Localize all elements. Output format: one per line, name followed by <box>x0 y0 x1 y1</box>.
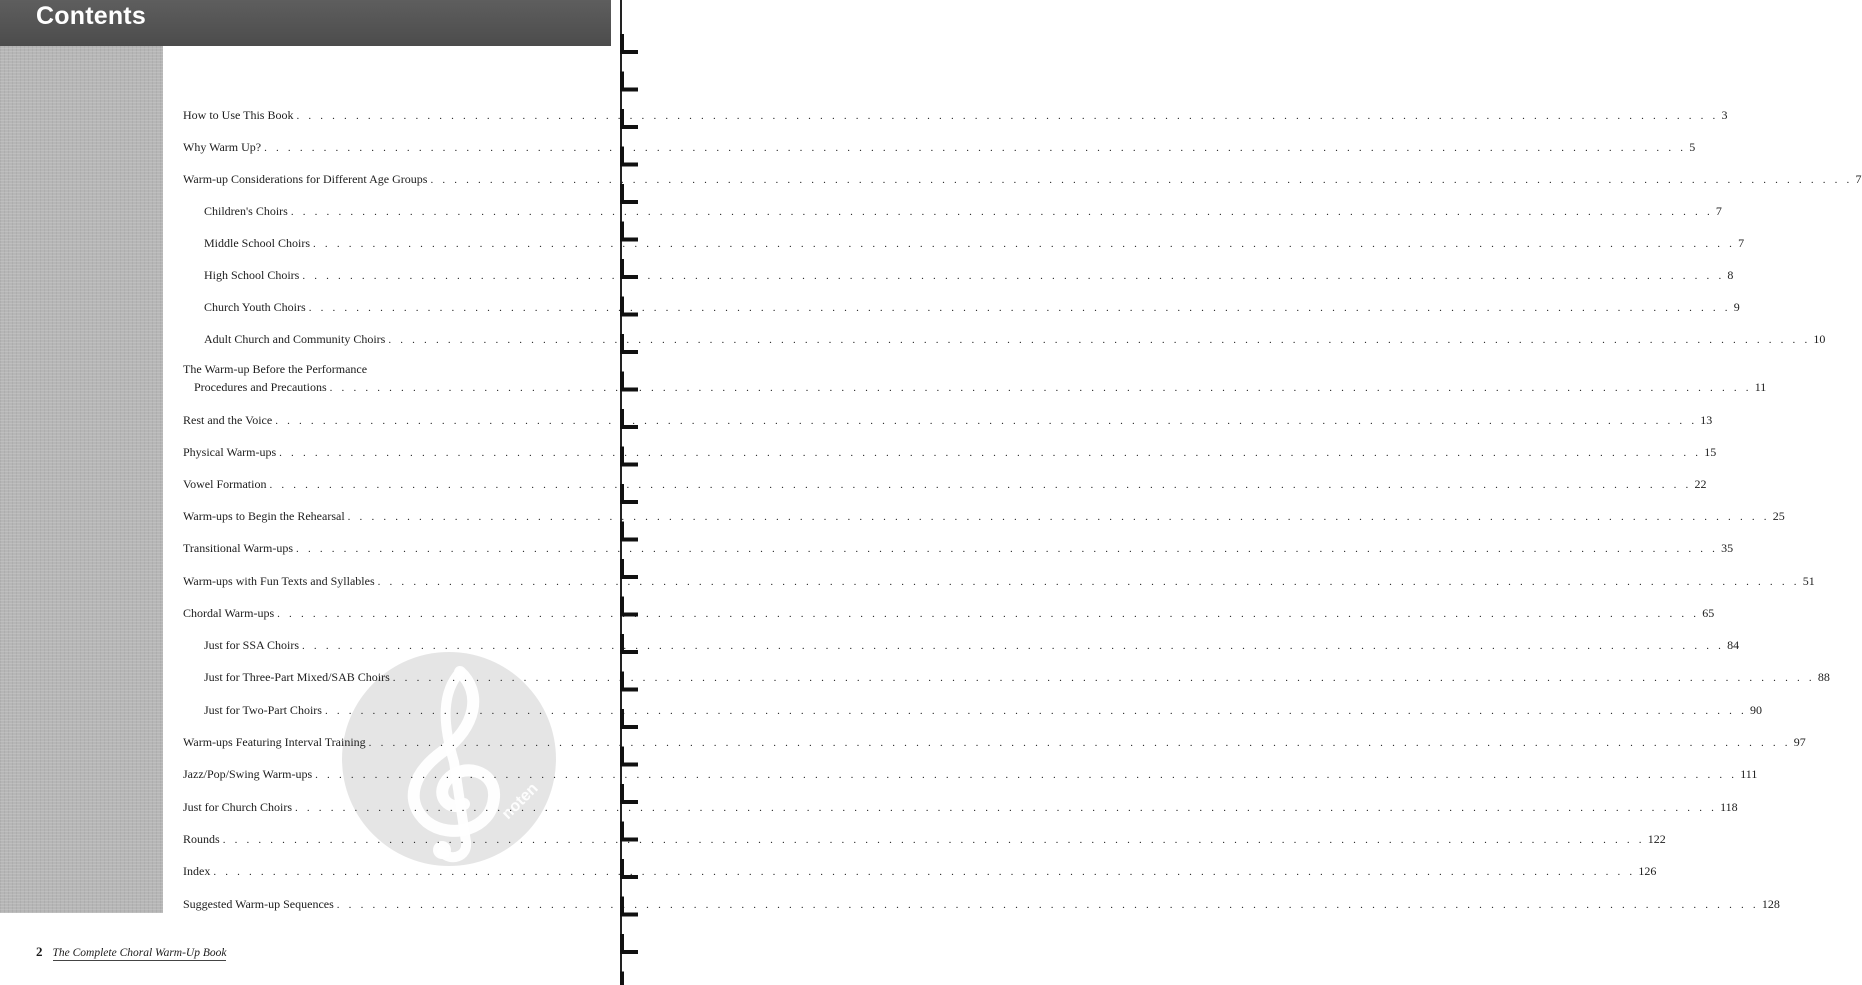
toc-entry-title: Physical Warm-ups <box>183 445 277 459</box>
spiral-ring <box>622 784 638 802</box>
spiral-ring <box>622 747 638 765</box>
toc-page-number: 10 <box>1813 332 1826 346</box>
toc-entry-title: Church Youth Choirs <box>204 300 306 314</box>
spiral-ring <box>622 859 638 877</box>
toc-page-number: 128 <box>1761 897 1780 911</box>
dot-leader: . . . . . . . . . . . . . . . . . . . . . . . . . . . . . . . . . . . . . . . . . . . . . . . . . . . . . . . . . . . . . . . . . . . . . . . . . . . . . . . . . . . . . . . . . . . . . . . . . . . . . . . . . . . . . . . . . . . . . . . . <box>296 110 1719 122</box>
dot-leader: . . . . . . . . . . . . . . . . . . . . . . . . . . . . . . . . . . . . . . . . . . . . . . . . . . . . . . . . . . . . . . . . . . . . . . . . . . . . . . . . . . . . . . . . . . . . . . . . . . . . . . . . . . . . . . . . . . . . . . . . <box>290 206 1713 218</box>
dot-leader: . . . . . . . . . . . . . . . . . . . . . . . . . . . . . . . . . . . . . . . . . . . . . . . . . . . . . . . . . . . . . . . . . . . . . . . . . . . . . . . . . . . . . . . . . . . . . . . . . . . . . . . . . . . . . . . . . . . . . . . . <box>308 302 1731 314</box>
dot-leader: . . . . . . . . . . . . . . . . . . . . . . . . . . . . . . . . . . . . . . . . . . . . . . . . . . . . . . . . . . . . . . . . . . . . . . . . . . . . . . . . . . . . . . . . . . . . . . . . . . . . . . . . . . . . . . . . . . . . . . . . <box>329 382 1752 394</box>
footer-book-title: The Complete Choral Warm-Up Book <box>52 947 227 959</box>
toc-entry-title: Chordal Warm-ups <box>183 606 275 620</box>
dot-leader: . . . . . . . . . . . . . . . . . . . . . . . . . . . . . . . . . . . . . . . . . . . . . . . . . . . . . . . . . . . . . . . . . . . . . . . . . . . . . . . . . . . . . . . . . . . . . . . . . . . . . . . . . . . . . . . . . . . . . . . . <box>315 769 1738 781</box>
toc-entry-title: Middle School Choirs <box>204 236 311 250</box>
toc-entry <box>194 380 1767 398</box>
watermark-text: noten <box>498 780 542 823</box>
toc-page-number: 15 <box>1704 445 1717 459</box>
spiral-ring <box>622 597 638 615</box>
spiral-binding <box>618 0 640 985</box>
toc-entry-title: Transitional Warm-ups <box>183 541 294 555</box>
toc-entry-title: Vowel Formation <box>183 477 267 491</box>
toc-entry-title: Just for SSA Choirs <box>204 638 300 652</box>
dot-leader: . . . . . . . . . . . . . . . . . . . . . . . . . . . . . . . . . . . . . . . . . . . . . . . . . . . . . . . . . . . . . . . . . . . . . . . . . . . . . . . . . . . . . . . . . . . . . . . . . . . . . . . . . . . . . . . . . . . . . . . . <box>222 834 1645 846</box>
toc-entry-title: The Warm-up Before the Performance <box>183 362 368 376</box>
spiral-ring <box>622 372 638 390</box>
spiral-ring <box>622 297 638 315</box>
toc-entry-title-line2: Procedures and Precautions <box>194 380 327 394</box>
toc-page-number: 7 <box>1738 236 1745 250</box>
dot-leader: . . . . . . . . . . . . . . . . . . . . . . . . . . . . . . . . . . . . . . . . . . . . . . . . . . . . . . . . . . . . . . . . . . . . . . . . . . . . . . . . . . . . . . . . . . . . . . . . . . . . . . . . . . . . . . . . . . . . . . . . <box>264 142 1687 154</box>
toc-entry <box>183 800 1738 818</box>
toc-entry-title: Warm-ups Featuring Interval Training <box>183 735 366 749</box>
spiral-ring <box>622 559 638 577</box>
toc-entry-title: Warm-ups with Fun Texts and Syllables <box>183 574 375 588</box>
toc-entry-title: Index <box>183 864 211 878</box>
toc-page-number: 88 <box>1817 670 1830 684</box>
spiral-ring <box>622 447 638 465</box>
toc-page-number: 122 <box>1647 832 1666 846</box>
toc-page-number: 25 <box>1772 509 1785 523</box>
toc-page-number: 126 <box>1638 864 1657 878</box>
toc-entry <box>183 864 1657 882</box>
toc-entry-title: How to Use This Book <box>183 108 294 122</box>
dot-leader: . . . . . . . . . . . . . . . . . . . . . . . . . . . . . . . . . . . . . . . . . . . . . . . . . . . . . . . . . . . . . . . . . . . . . . . . . . . . . . . . . . . . . . . . . . . . . . . . . . . . . . . . . . . . . . . . . . . . . . . . <box>277 608 1700 620</box>
toc-page-number: 13 <box>1700 413 1713 427</box>
toc-page-number: 111 <box>1740 767 1758 781</box>
toc-entry-title: Why Warm Up? <box>183 140 262 154</box>
dot-leader: . . . . . . . . . . . . . . . . . . . . . . . . . . . . . . . . . . . . . . . . . . . . . . . . . . . . . . . . . . . . . . . . . . . . . . . . . . . . . . . . . . . . . . . . . . . . . . . . . . . . . . . . . . . . . . . . . . . . . . . . <box>347 511 1770 523</box>
toc-entry <box>183 413 1713 431</box>
toc-entry <box>183 172 1862 190</box>
toc-page-number: 65 <box>1702 606 1715 620</box>
dot-leader: . . . . . . . . . . . . . . . . . . . . . . . . . . . . . . . . . . . . . . . . . . . . . . . . . . . . . . . . . . . . . . . . . . . . . . . . . . . . . . . . . . . . . . . . . . . . . . . . . . . . . . . . . . . . . . . . . . . . . . . . <box>302 640 1725 652</box>
toc-entry <box>183 477 1707 495</box>
toc-page-number: 5 <box>1689 140 1696 154</box>
toc-entry-title: Warm-up Considerations for Different Age Groups <box>183 172 428 186</box>
toc-entry-title: Just for Three-Part Mixed/SAB Choirs <box>204 670 390 684</box>
spiral-ring <box>622 672 638 690</box>
page-title: Contents <box>36 2 146 30</box>
toc-entry <box>183 574 1815 592</box>
dot-leader: . . . . . . . . . . . . . . . . . . . . . . . . . . . . . . . . . . . . . . . . . . . . . . . . . . . . . . . . . . . . . . . . . . . . . . . . . . . . . . . . . . . . . . . . . . . . . . . . . . . . . . . . . . . . . . . . . . . . . . . . <box>324 705 1747 717</box>
toc-entry <box>183 509 1785 527</box>
spiral-ring <box>622 709 638 727</box>
toc-entry <box>204 300 1740 318</box>
spiral-ring <box>622 934 638 952</box>
toc-entry <box>204 236 1745 254</box>
spiral-ring <box>622 897 638 915</box>
toc-entry-title: High School Choirs <box>204 268 300 282</box>
toc-entry-title: Children's Choirs <box>204 204 288 218</box>
toc-entry-title: Just for Church Choirs <box>183 800 292 814</box>
dot-leader: . . . . . . . . . . . . . . . . . . . . . . . . . . . . . . . . . . . . . . . . . . . . . . . . . . . . . . . . . . . . . . . . . . . . . . . . . . . . . . . . . . . . . . . . . . . . . . . . . . . . . . . . . . . . . . . . . . . . . . . . <box>392 672 1815 684</box>
dot-leader: . . . . . . . . . . . . . . . . . . . . . . . . . . . . . . . . . . . . . . . . . . . . . . . . . . . . . . . . . . . . . . . . . . . . . . . . . . . . . . . . . . . . . . . . . . . . . . . . . . . . . . . . . . . . . . . . . . . . . . . . <box>269 479 1692 491</box>
dot-leader: . . . . . . . . . . . . . . . . . . . . . . . . . . . . . . . . . . . . . . . . . . . . . . . . . . . . . . . . . . . . . . . . . . . . . . . . . . . . . . . . . . . . . . . . . . . . . . . . . . . . . . . . . . . . . . . . . . . . . . . . <box>336 899 1759 911</box>
toc-page-number: 7 <box>1715 204 1722 218</box>
toc-entry <box>183 897 1780 915</box>
toc-entry <box>204 332 1826 350</box>
toc-entry-title: Adult Church and Community Choirs <box>204 332 386 346</box>
toc-entry-title: Warm-ups to Begin the Rehearsal <box>183 509 345 523</box>
toc-page-number: 22 <box>1694 477 1707 491</box>
toc-page-number: 3 <box>1721 108 1728 122</box>
toc-entry-title: Suggested Warm-up Sequences <box>183 897 334 911</box>
dot-leader: . . . . . . . . . . . . . . . . . . . . . . . . . . . . . . . . . . . . . . . . . . . . . . . . . . . . . . . . . . . . . . . . . . . . . . . . . . . . . . . . . . . . . . . . . . . . . . . . . . . . . . . . . . . . . . . . . . . . . . . . <box>296 543 1719 555</box>
toc-entry <box>183 445 1717 463</box>
spiral-ring <box>622 72 638 90</box>
toc-page-number: 51 <box>1802 574 1815 588</box>
spiral-ring <box>622 147 638 165</box>
spiral-ring <box>622 334 638 352</box>
toc-page-number: 35 <box>1721 541 1734 555</box>
spiral-ring <box>622 259 638 277</box>
spiral-ring <box>622 184 638 202</box>
dot-leader: . . . . . . . . . . . . . . . . . . . . . . . . . . . . . . . . . . . . . . . . . . . . . . . . . . . . . . . . . . . . . . . . . . . . . . . . . . . . . . . . . . . . . . . . . . . . . . . . . . . . . . . . . . . . . . . . . . . . . . . . <box>275 415 1698 427</box>
dot-leader: . . . . . . . . . . . . . . . . . . . . . . . . . . . . . . . . . . . . . . . . . . . . . . . . . . . . . . . . . . . . . . . . . . . . . . . . . . . . . . . . . . . . . . . . . . . . . . . . . . . . . . . . . . . . . . . . . . . . . . . . <box>302 270 1725 282</box>
spiral-ring <box>622 484 638 502</box>
spiral-ring <box>622 634 638 652</box>
dot-leader: . . . . . . . . . . . . . . . . . . . . . . . . . . . . . . . . . . . . . . . . . . . . . . . . . . . . . . . . . . . . . . . . . . . . . . . . . . . . . . . . . . . . . . . . . . . . . . . . . . . . . . . . . . . . . . . . . . . . . . . . <box>313 238 1736 250</box>
toc-entry <box>183 140 1696 158</box>
dot-leader: . . . . . . . . . . . . . . . . . . . . . . . . . . . . . . . . . . . . . . . . . . . . . . . . . . . . . . . . . . . . . . . . . . . . . . . . . . . . . . . . . . . . . . . . . . . . . . . . . . . . . . . . . . . . . . . . . . . . . . . . <box>295 802 1718 814</box>
toc-entry <box>204 268 1734 286</box>
toc-page-number: 97 <box>1793 735 1806 749</box>
toc-page-number: 8 <box>1727 268 1734 282</box>
dot-leader: . . . . . . . . . . . . . . . . . . . . . . . . . . . . . . . . . . . . . . . . . . . . . . . . . . . . . . . . . . . . . . . . . . . . . . . . . . . . . . . . . . . . . . . . . . . . . . . . . . . . . . . . . . . . . . . . . . . . . . . . <box>213 866 1636 878</box>
toc-entry <box>183 108 1728 126</box>
toc-entry <box>183 606 1715 624</box>
toc-entry-title: Rounds <box>183 832 220 846</box>
toc-entry <box>183 832 1666 850</box>
dot-leader: . . . . . . . . . . . . . . . . . . . . . . . . . . . . . . . . . . . . . . . . . . . . . . . . . . . . . . . . . . . . . . . . . . . . . . . . . . . . . . . . . . . . . . . . . . . . . . . . . . . . . . . . . . . . . . . . . . . . . . . . <box>368 737 1791 749</box>
toc-entry-title: Rest and the Voice <box>183 413 273 427</box>
footer-page-number: 2 <box>36 944 43 959</box>
toc-entry <box>183 767 1758 785</box>
spiral-ring <box>622 409 638 427</box>
spiral-ring <box>622 34 638 52</box>
dot-leader: . . . . . . . . . . . . . . . . . . . . . . . . . . . . . . . . . . . . . . . . . . . . . . . . . . . . . . . . . . . . . . . . . . . . . . . . . . . . . . . . . . . . . . . . . . . . . . . . . . . . . . . . . . . . . . . . . . . . . . . . <box>388 334 1811 346</box>
spiral-ring <box>622 109 638 127</box>
toc-entry-title: Just for Two-Part Choirs <box>204 703 322 717</box>
toc-page-number: 11 <box>1754 380 1767 394</box>
dot-leader: . . . . . . . . . . . . . . . . . . . . . . . . . . . . . . . . . . . . . . . . . . . . . . . . . . . . . . . . . . . . . . . . . . . . . . . . . . . . . . . . . . . . . . . . . . . . . . . . . . . . . . . . . . . . . . . . . . . . . . . . <box>430 174 1853 186</box>
toc-entry <box>204 703 1762 721</box>
toc-entry <box>204 204 1722 222</box>
spiral-ring <box>622 522 638 540</box>
spiral-ring <box>622 822 638 840</box>
spiral-ring <box>622 972 638 985</box>
toc-entry <box>183 541 1734 559</box>
footer <box>36 944 226 964</box>
toc-entry <box>183 735 1806 753</box>
toc-entry <box>204 670 1830 688</box>
toc-page-number: 90 <box>1750 703 1762 717</box>
toc-page-number: 118 <box>1720 800 1738 814</box>
dot-leader: . . . . . . . . . . . . . . . . . . . . . . . . . . . . . . . . . . . . . . . . . . . . . . . . . . . . . . . . . . . . . . . . . . . . . . . . . . . . . . . . . . . . . . . . . . . . . . . . . . . . . . . . . . . . . . . . . . . . . . . . <box>377 576 1800 588</box>
toc-page-number: 84 <box>1727 638 1740 652</box>
toc-page-number: 9 <box>1733 300 1740 314</box>
spiral-ring <box>622 222 638 240</box>
toc-page-number: 7 <box>1855 172 1862 186</box>
dot-leader: . . . . . . . . . . . . . . . . . . . . . . . . . . . . . . . . . . . . . . . . . . . . . . . . . . . . . . . . . . . . . . . . . . . . . . . . . . . . . . . . . . . . . . . . . . . . . . . . . . . . . . . . . . . . . . . . . . . . . . . . <box>279 447 1702 459</box>
toc-entry-title: Jazz/Pop/Swing Warm-ups <box>183 767 313 781</box>
toc-entry <box>204 638 1740 656</box>
